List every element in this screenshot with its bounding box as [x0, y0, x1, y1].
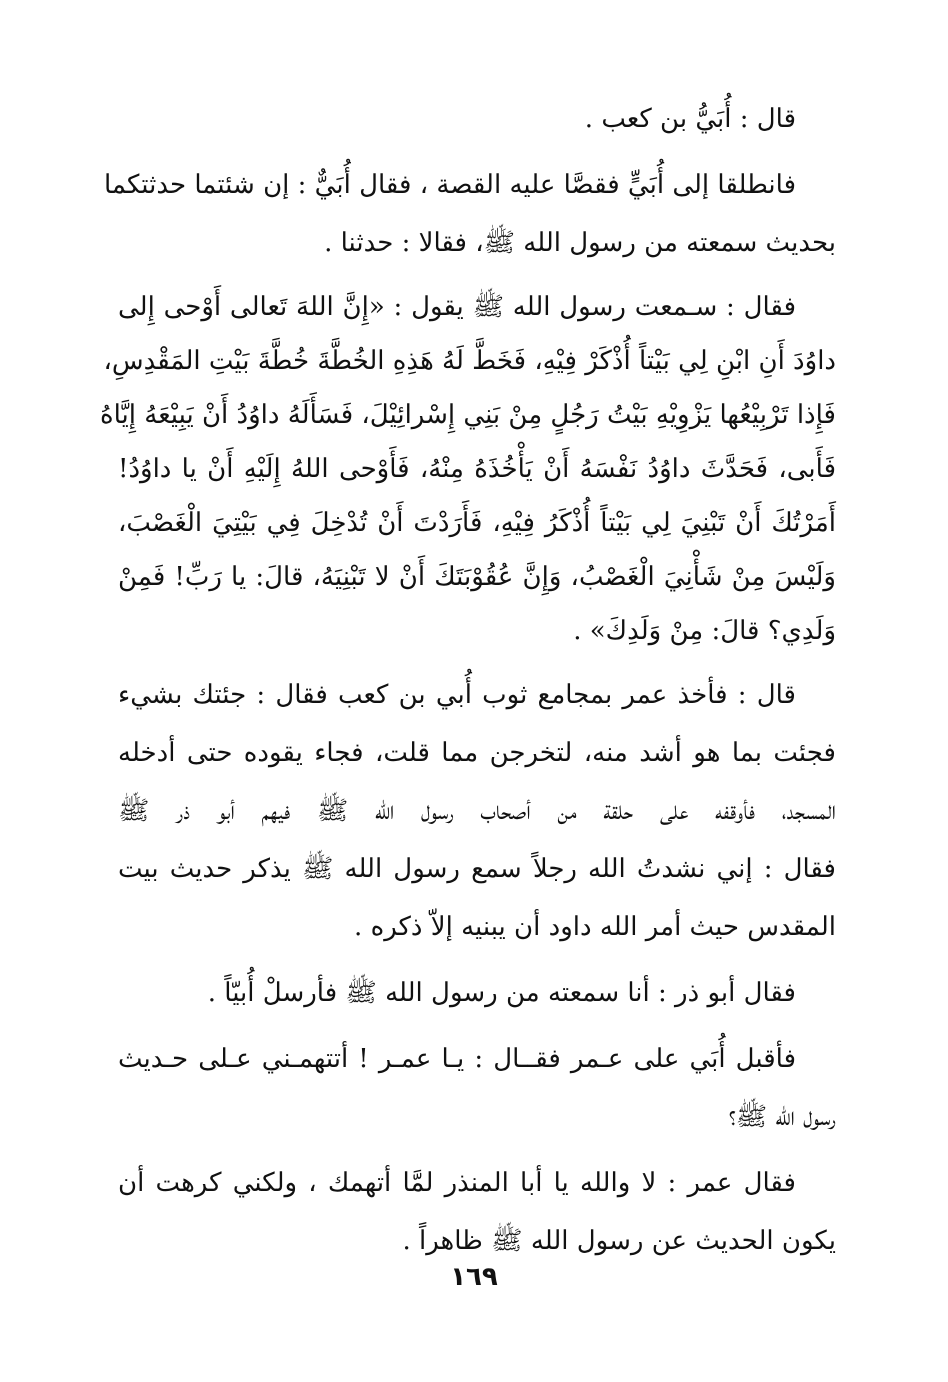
- text-line: المسجد، فأوقفه على حلقة من أصحاب رسول الله ﷺ فيهم أبو ذر ﷺ: [118, 796, 836, 826]
- paragraph-7: [118, 1154, 836, 1270]
- paragraph-2: [104, 156, 836, 272]
- text-line: داوُدَ أَنِ ابْنِ لِي بَيْتاً أُذْكَرْ فِيْهِ، فَخَطَّ لَهُ هَذِهِ الخُطَّةَ خُطَّةَ بَيْتِ المَقْدِسِ،: [103, 346, 836, 376]
- text-line: فانطلقا إلى أُبَيٍّ فقصَّا عليه القصة ، فقال أُبَيٌّ : إن شئتما حدثتكما: [104, 170, 796, 200]
- paragraph-5: [118, 964, 836, 1022]
- text-line: بحديث سمعته من رسول الله ﷺ، فقالا : حدثنا .: [324, 228, 836, 258]
- paragraph-6: [118, 1030, 836, 1146]
- text-line: رسول الله ﷺ؟: [728, 1102, 836, 1132]
- text-line: أَمَرْتُكَ أَنْ تَبْنِيَ لِي بَيْتاً أُذْكَرُ فِيْهِ، فَأَرَدْتَ أَنْ تُدْخِلَ فِي بَيْتِيَ الْغَصْبَ،: [118, 508, 836, 538]
- text-line: يكون الحديث عن رسول الله ﷺ ظاهراً .: [402, 1226, 836, 1256]
- text-line: فقال : سـمعت رسول الله ﷺ يقول : «إِنَّ اللهَ تَعالى أَوْحى إِلى: [118, 292, 796, 322]
- text-line: قال : أُبَيُّ بن كعب .: [584, 104, 796, 134]
- text-line: فأقبل أُبَي على عـمر فقــال : يـا عمـر ! أتتهمـني عـلى حـديث: [118, 1044, 796, 1074]
- text-line: فقال أبو ذر : أنا سمعته من رسول الله ﷺ فأرسلْ أُبيّاً .: [207, 978, 796, 1008]
- text-line: وَلَدِي؟ قالَ: مِنْ وَلَدِكَ» .: [573, 616, 836, 646]
- text-line: فجئت بما هو أشد منه، لتخرجن مما قلت، فجاء يقوده حتى أدخله: [118, 738, 836, 768]
- text-line: وَلَيْسَ مِنْ شَأْنِيَ الْغَصْبُ، وَإِنَّ عُقُوْبَتَكَ أَنْ لا تَبْنِيَهُ، قالَ: يا رَبِّ! فَمِنْ: [118, 562, 836, 592]
- text-line: قال : فأخذ عمر بمجامع ثوب أُبي بن كعب فقال : جئتك بشيء: [118, 680, 796, 710]
- paragraph-4: [118, 666, 836, 956]
- paragraph-1: [118, 90, 836, 148]
- text-line: فَأَبى، فَحَدَّثَ داوُدُ نَفْسَهُ أَنْ يَأْخُذَهُ مِنْهُ، فَأَوْحى اللهُ إِلَيْهِ أَنْ يا داوُدُ!: [118, 454, 836, 484]
- paragraph-hadith: [100, 280, 836, 658]
- text-line: المقدس حيث أمر الله داود أن يبنيه إلاّ ذكره .: [354, 912, 836, 942]
- text-line: فقال عمر : لا والله يا أبا المنذر لمَّا أتهمك ، ولكني كرهت أن: [118, 1168, 796, 1198]
- text-line: فَإِذا تَرْبِيْعُها يَزْوِيْهِ بَيْتُ رَجُلٍ مِنْ بَنِي إِسْرائِيْلَ، فَسَأَلَهُ داوُدُ أَنْ يَبِيْعَهُ إِيَّاهُ: [100, 400, 836, 430]
- page-body: [100, 90, 836, 1278]
- text-line: فقال : إني نشدتُ الله رجلاً سمع رسول الله ﷺ يذكر حديث بيت: [118, 854, 836, 884]
- page-number: ١٦٩: [450, 1262, 498, 1292]
